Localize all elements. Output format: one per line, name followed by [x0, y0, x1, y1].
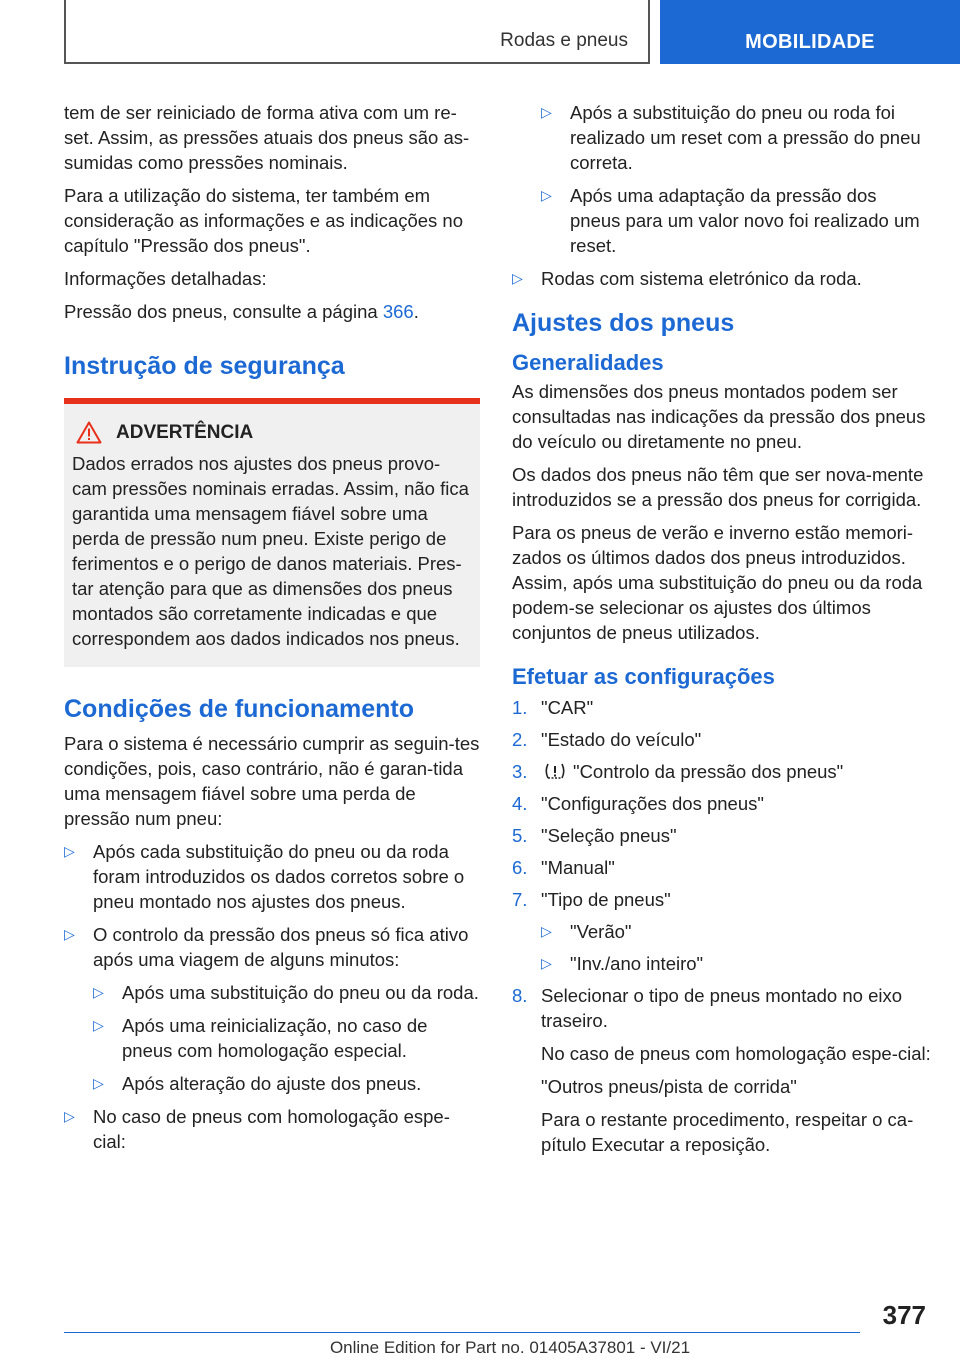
triangle-bullet-icon: ▷: [93, 1017, 104, 1033]
step-item: [512, 983, 932, 1157]
step-text: "Seleção pneus": [541, 825, 677, 846]
list-item: [541, 100, 932, 175]
step-text: Selecionar o tipo de pneus montado no eixo traseiro.: [541, 985, 903, 1031]
triangle-bullet-icon: ▷: [541, 104, 552, 120]
step-number: 2.: [512, 729, 528, 750]
step-item: [512, 727, 932, 752]
step-item: [512, 855, 932, 880]
conditions-list-continued: [512, 100, 932, 291]
paragraph: Os dados dos pneus não têm que ser nova-mente introduzidos se a pressão dos pneus for corrigida.: [512, 464, 924, 510]
step-note: No caso de pneus com homologação espe-cial:: [541, 1043, 931, 1064]
sub-list: [541, 919, 932, 976]
step-note: "Outros pneus/pista de corrida": [541, 1076, 797, 1097]
warning-title-row: [72, 420, 472, 445]
list-item-text: "Verão": [570, 921, 632, 942]
heading-conditions: Condições de funcionamento: [64, 695, 415, 723]
list-item: [541, 183, 932, 258]
step-number: 7.: [512, 889, 528, 910]
triangle-bullet-icon: ▷: [512, 270, 523, 286]
paragraph: As dimensões dos pneus montados podem ser consultadas nas indicações da pressão dos pneus do veículo ou diretamente no pneu.: [512, 381, 926, 452]
step-text: "Configurações dos pneus": [541, 793, 764, 814]
step-text: "CAR": [541, 697, 594, 718]
step-number: 6.: [512, 857, 528, 878]
warning-text: Dados errados nos ajustes dos pneus provo-cam pressões nominais erradas. Assim, não fica garantida uma mensagem fiável sobre uma perda de pressão num pneu. Existe perigo de ferimentos e o perigo de danos materiais. Pres-tar atenção para que as dimensões dos pneus montados são corretamente indicadas e que correspondem aos dados indicados nos pneus.: [72, 453, 469, 649]
paragraph: Para a utilização do sistema, ter também em consideração as informações e as indicações no capítulo "Pressão dos pneus".: [64, 185, 464, 256]
page-link[interactable]: 366: [382, 301, 414, 322]
step-item: [512, 887, 932, 976]
list-item: [64, 922, 480, 1096]
list-item-text: Após uma reinicialização, no caso de pneus com homologação especial.: [122, 1015, 428, 1061]
list-item-text: Após uma substituição do pneu ou da roda.: [122, 982, 479, 1003]
page-number: 377: [882, 1300, 926, 1330]
heading-safety: Instrução de segurança: [64, 352, 345, 380]
paragraph-text: Pressão dos pneus, consulte a página: [64, 301, 383, 322]
triangle-bullet-icon: ▷: [64, 843, 75, 859]
step-item: [512, 791, 932, 816]
right-column: [512, 100, 932, 1164]
step-text: "Controlo da pressão dos pneus": [573, 761, 844, 782]
steps-list: [512, 695, 932, 1157]
list-item: [541, 951, 932, 976]
list-item: [64, 839, 480, 914]
heading-general: Generalidades: [512, 350, 664, 375]
paragraph-text: .: [413, 301, 419, 322]
step-note: Para o restante procedimento, respeitar o ca-pítulo Executar a reposição.: [541, 1109, 914, 1155]
triangle-bullet-icon: ▷: [93, 1075, 104, 1091]
list-item: [64, 1104, 480, 1154]
list-item: [541, 919, 932, 944]
footer-divider: [64, 1332, 860, 1333]
header-section-title: Rodas e pneus: [500, 30, 628, 51]
triangle-bullet-icon: ▷: [541, 923, 552, 939]
list-item-text: No caso de pneus com homologação espe-cial:: [93, 1106, 450, 1152]
step-number: 5.: [512, 825, 528, 846]
triangle-bullet-icon: ▷: [64, 1108, 75, 1124]
warning-title: ADVERTÊNCIA: [116, 422, 254, 443]
paragraph-with-link: [64, 299, 480, 324]
header-chapter-tab[interactable]: MOBILIDADE: [660, 0, 960, 64]
conditions-list: [64, 839, 480, 1154]
step-number: 8.: [512, 985, 528, 1006]
list-item: [93, 1071, 480, 1096]
triangle-bullet-icon: ▷: [541, 955, 552, 971]
triangle-bullet-icon: ▷: [64, 926, 75, 942]
step-number: 1.: [512, 697, 528, 718]
list-item-text: Rodas com sistema eletrónico da roda.: [541, 268, 862, 289]
list-item: [512, 266, 932, 291]
step-text: "Tipo de pneus": [541, 889, 671, 910]
list-item-text: "Inv./ano inteiro": [570, 953, 704, 974]
step-text: "Manual": [541, 857, 615, 878]
sub-list: [93, 980, 480, 1096]
paragraph: Informações detalhadas:: [64, 268, 267, 289]
list-item-text: O controlo da pressão dos pneus só fica ativo após uma viagem de alguns minutos:: [93, 924, 469, 970]
list-item-text: Após uma adaptação da pressão dos pneus para um valor novo foi realizado um reset.: [570, 185, 920, 256]
step-number: 4.: [512, 793, 528, 814]
triangle-bullet-icon: ▷: [93, 984, 104, 1000]
paragraph: Para o sistema é necessário cumprir as seguin-tes condições, pois, caso contrário, não é garan-tida uma mensagem fiável sobre uma perda de pressão num pneu:: [64, 733, 480, 829]
warning-triangle-icon: [76, 421, 102, 444]
paragraph: tem de ser reiniciado de forma ativa com um re-set. Assim, as pressões atuais dos pneus são as-sumidas como pressões nominais.: [64, 102, 470, 173]
paragraph: Para os pneus de verão e inverno estão memori-zados os últimos dados dos pneus introduzidos. Assim, após uma substituição do pneu ou da roda podem-se selecionar os ajustes dos últimos conjuntos de pneus utilizados.: [512, 522, 923, 643]
list-item-text: Após alteração do ajuste dos pneus.: [122, 1073, 422, 1094]
step-item: [512, 759, 932, 784]
footer-edition: Online Edition for Part no. 01405A37801 - VI/21: [329, 1338, 691, 1357]
warning-box: [64, 398, 480, 667]
list-item: [93, 1013, 480, 1063]
left-column: [64, 100, 480, 1162]
step-item: [512, 823, 932, 848]
list-item: [93, 980, 480, 1005]
header-frame: [64, 0, 650, 64]
list-item-text: Após a substituição do pneu ou roda foi realizado um reset com a pressão do pneu correta.: [570, 102, 921, 173]
list-item-text: Após cada substituição do pneu ou da roda foram introduzidos os dados corretos sobre o pneu montado nos ajustes dos pneus.: [93, 841, 465, 912]
heading-configure: Efetuar as configurações: [512, 664, 775, 689]
step-number: 3.: [512, 761, 528, 782]
tire-pressure-warning-icon: [543, 761, 567, 781]
heading-tire-settings: Ajustes dos pneus: [512, 309, 735, 337]
step-item: [512, 695, 932, 720]
step-text: "Estado do veículo": [541, 729, 702, 750]
triangle-bullet-icon: ▷: [541, 187, 552, 203]
